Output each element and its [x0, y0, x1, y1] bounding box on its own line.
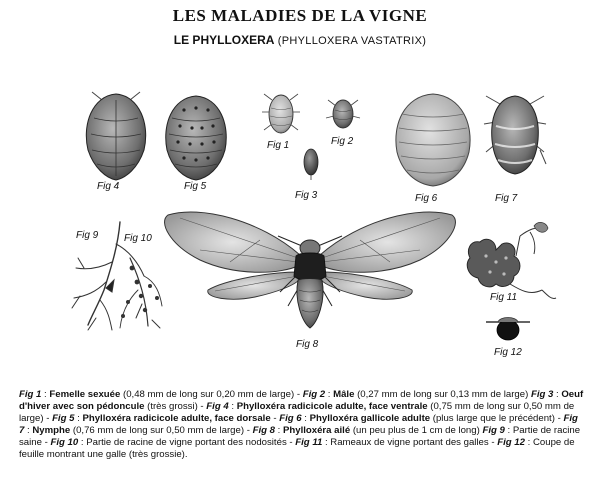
figure-caption: Fig 1 : Femelle sexuée (0,48 mm de long sur 0,20 mm de large) - Fig 2 : Mâle (0,27 mm de long sur 0,13 mm de large) Fig 3 : Oeuf d'hiver avec son pédoncule (très grossi) - Fig 4 : Phylloxéra radicicole adulte, face ventrale (0,75 mm de long sur 0,50 mm de large) - Fig 5 : Phylloxéra radicicole adulte, face dorsale - Fig 6 : Phylloxéra gallicole adulte (plus large que le précédent) - Fig 7 : Nymphe (0,76 mm de long sur 0,50 mm de large) - Fig 8 : Phylloxéra ailé (un peu plus de 1 cm de long) Fig 9 : Partie de racine saine - Fig 10 : Partie de racine de vigne portant des nodosités - Fig 11 : Rameaux de vigne portant des galles - Fig 12 : Coupe de feuille montrant une galle (très grossie).	[19, 389, 584, 461]
caption-ref: Fig 1	[19, 389, 42, 400]
fig-label-9: Fig 9	[76, 230, 99, 241]
caption-name: Phylloxéra ailé	[282, 425, 351, 437]
figure-3-winter-egg	[304, 149, 318, 180]
figure-8-winged-adult	[165, 212, 456, 328]
caption-name: Nymphe	[32, 425, 71, 437]
caption-ref: Fig 8	[252, 425, 275, 437]
caption-ref: Fig 3	[530, 389, 554, 400]
page-title: LES MALADIES DE LA VIGNE	[172, 6, 428, 25]
caption-detail: (0,48 mm de long sur 0,20 mm de large)	[123, 389, 295, 400]
caption-name: Phylloxéra radicicole adulte, face dorsale	[82, 413, 271, 425]
caption-ref: Fig 7	[19, 413, 578, 437]
caption-detail: (plus large que le précédent)	[432, 413, 555, 425]
subtitle-name: LE PHYLLOXERA	[173, 33, 275, 47]
caption-name: Phylloxéra radicicole adulte, face ventrale	[236, 401, 428, 413]
caption-ref: Fig 4	[206, 401, 229, 413]
caption-detail: (0,75 mm de long sur 0,50 mm de large)	[19, 401, 575, 425]
fig-label-11: Fig 11	[490, 292, 518, 303]
caption-detail: (très grossie).	[128, 449, 188, 461]
caption-name: Oeuf d'hiver avec son pédoncule	[19, 389, 584, 413]
caption-detail: (très grossi)	[147, 401, 198, 413]
caption-name: Mâle	[333, 389, 355, 400]
caption-text: Rameaux de vigne portant des galles	[330, 437, 489, 449]
fig-label-4: Fig 4	[97, 181, 120, 192]
subtitle-latin: (PHYLLOXERA VASTATRIX)	[277, 35, 427, 47]
caption-detail: (un peu plus de 1 cm de long)	[352, 425, 480, 437]
fig-label-12: Fig 12	[494, 347, 522, 358]
fig-label-2: Fig 2	[331, 136, 354, 147]
fig-label-5: Fig 5	[184, 181, 207, 192]
caption-ref: Fig 6	[279, 413, 302, 425]
figure-4-ventral-adult	[86, 92, 145, 180]
fig-label-10: Fig 10	[124, 233, 152, 244]
figure-7-nymph	[484, 96, 546, 174]
caption-text: Coupe de feuille montrant une galle	[19, 437, 575, 461]
fig-label-3: Fig 3	[295, 190, 318, 201]
fig-label-8: Fig 8	[296, 339, 319, 350]
caption-ref: Fig 11	[295, 437, 323, 449]
caption-ref: Fig 10	[50, 437, 79, 449]
caption-detail: (0,76 mm de long sur 0,50 mm de large)	[72, 425, 245, 437]
figure-5-dorsal-adult	[166, 96, 227, 180]
caption-ref: Fig 9	[482, 425, 505, 437]
figure-11-vine-leaf-galls	[467, 222, 556, 298]
figure-12-leaf-section-gall	[486, 318, 530, 341]
caption-text: Partie de racine de vigne portant des nodosités	[86, 437, 287, 449]
figure-6-gall-adult	[396, 94, 470, 186]
caption-detail: (0,27 mm de long sur 0,13 mm de large)	[357, 389, 529, 400]
caption-text: Partie de racine saine	[19, 425, 581, 449]
fig-label-1: Fig 1	[267, 140, 290, 151]
caption-ref: Fig 2	[302, 389, 326, 400]
caption-ref: Fig 12	[497, 437, 525, 449]
caption-name: Phylloxéra gallicole adulte	[309, 413, 431, 425]
figure-1-sexual-female	[262, 94, 300, 133]
figure-2-male	[326, 100, 360, 128]
fig-label-6: Fig 6	[415, 193, 438, 204]
caption-ref: Fig 5	[52, 413, 75, 425]
caption-name: Femelle sexuée	[49, 389, 121, 400]
fig-label-7: Fig 7	[495, 193, 518, 204]
